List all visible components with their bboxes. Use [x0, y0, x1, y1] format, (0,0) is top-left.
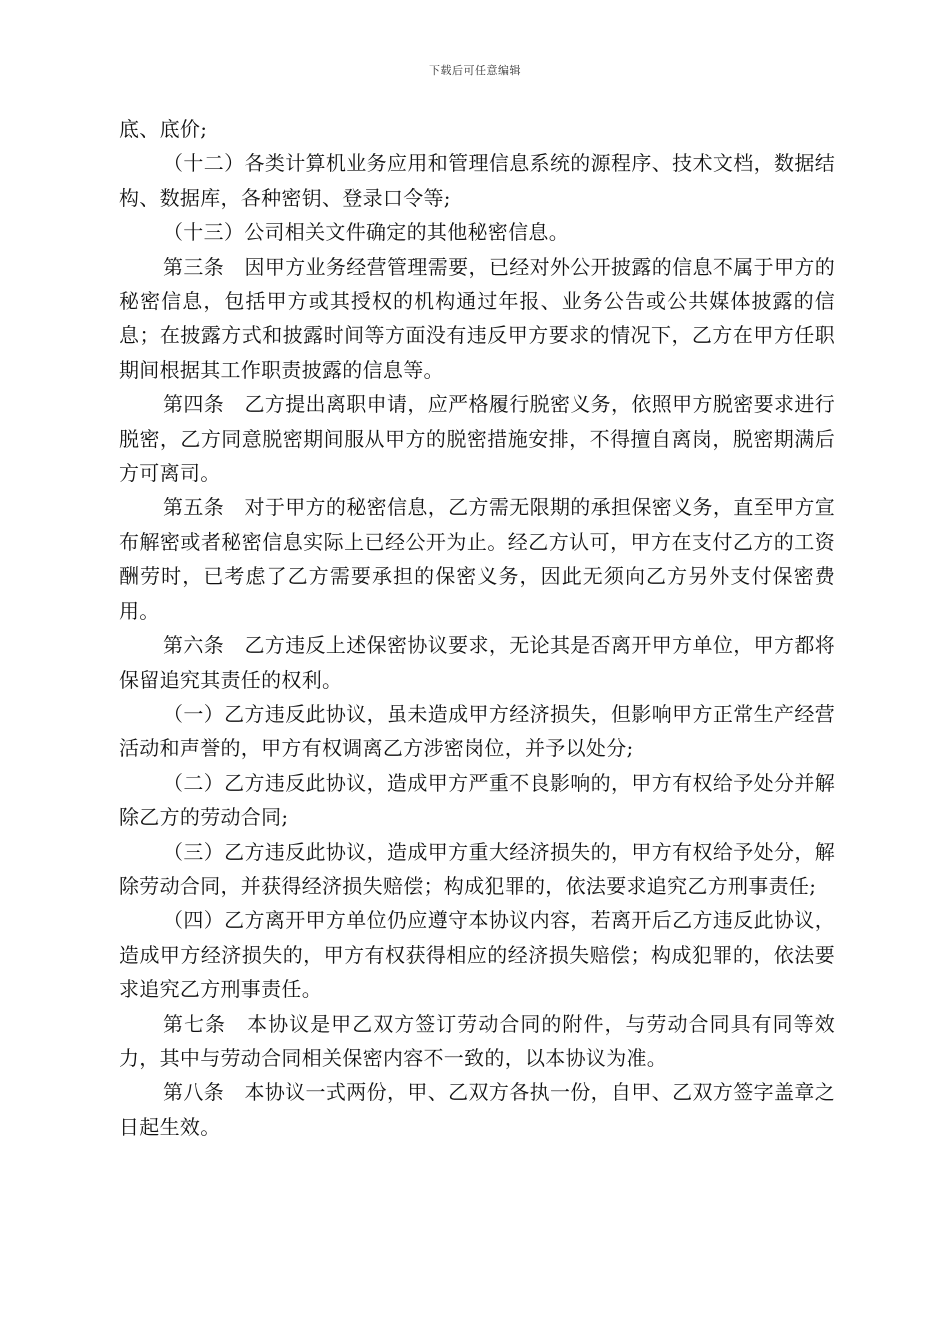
paragraph-article-6-item-4: （四）乙方离开甲方单位仍应遵守本协议内容，若离开后乙方违反此协议，造成甲方经济损失的，甲方有权获得相应的经济损失赔偿；构成犯罪的，依法要求追究乙方刑事责任。 — [119, 908, 835, 1002]
paragraph-article-5: 第五条 对于甲方的秘密信息，乙方需无限期的承担保密义务，直至甲方宣布解密或者秘密信息实际上已经公开为止。经乙方认可，甲方在支付乙方的工资酬劳时，已考虑了乙方需要承担的保密义务，因此无须向乙方另外支付保密费用。 — [119, 495, 835, 623]
paragraph-article-8: 第八条 本协议一式两份，甲、乙双方各执一份，自甲、乙双方签字盖章之日起生效。 — [119, 1080, 835, 1139]
paragraph-article-4: 第四条 乙方提出离职申请，应严格履行脱密义务，依照甲方脱密要求进行脱密，乙方同意脱密期间服从甲方的脱密措施安排，不得擅自离岗，脱密期满后方可离司。 — [119, 392, 835, 486]
paragraph-article-6-item-3: （三）乙方违反此协议，造成甲方重大经济损失的，甲方有权给予处分，解除劳动合同，并获得经济损失赔偿；构成犯罪的，依法要求追究乙方刑事责任; — [119, 839, 835, 898]
paragraph-article-7: 第七条 本协议是甲乙双方签订劳动合同的附件，与劳动合同具有同等效力，其中与劳动合同相关保密内容不一致的，以本协议为准。 — [119, 1011, 835, 1070]
paragraph-article-3: 第三条 因甲方业务经营管理需要，已经对外公开披露的信息不属于甲方的秘密信息，包括甲方或其授权的机构通过年报、业务公告或公共媒体披露的信息；在披露方式和披露时间等方面没有违反甲方要求的情况下，乙方在甲方任职期间根据其工作职责披露的信息等。 — [119, 254, 835, 382]
page-header: 下载后可任意编辑 — [429, 64, 521, 77]
document-body — [119, 112, 835, 1144]
paragraph-article-6: 第六条 乙方违反上述保密协议要求，无论其是否离开甲方单位，甲方都将保留追究其责任的权利。 — [119, 633, 835, 692]
paragraph-article-6-item-2: （二）乙方违反此协议，造成甲方严重不良影响的，甲方有权给予处分并解除乙方的劳动合同; — [119, 770, 835, 830]
paragraph-continuation: 底、底价; — [119, 117, 208, 141]
paragraph-item-13: （十三）公司相关文件确定的其他秘密信息。 — [163, 220, 569, 245]
paragraph-article-6-item-1: （一）乙方违反此协议，虽未造成甲方经济损失，但影响甲方正常生产经营活动和声誉的，甲方有权调离乙方涉密岗位，并予以处分; — [119, 701, 835, 761]
paragraph-item-12: （十二）各类计算机业务应用和管理信息系统的源程序、技术文档，数据结构、数据库，各种密钥、登录口令等; — [119, 151, 835, 210]
